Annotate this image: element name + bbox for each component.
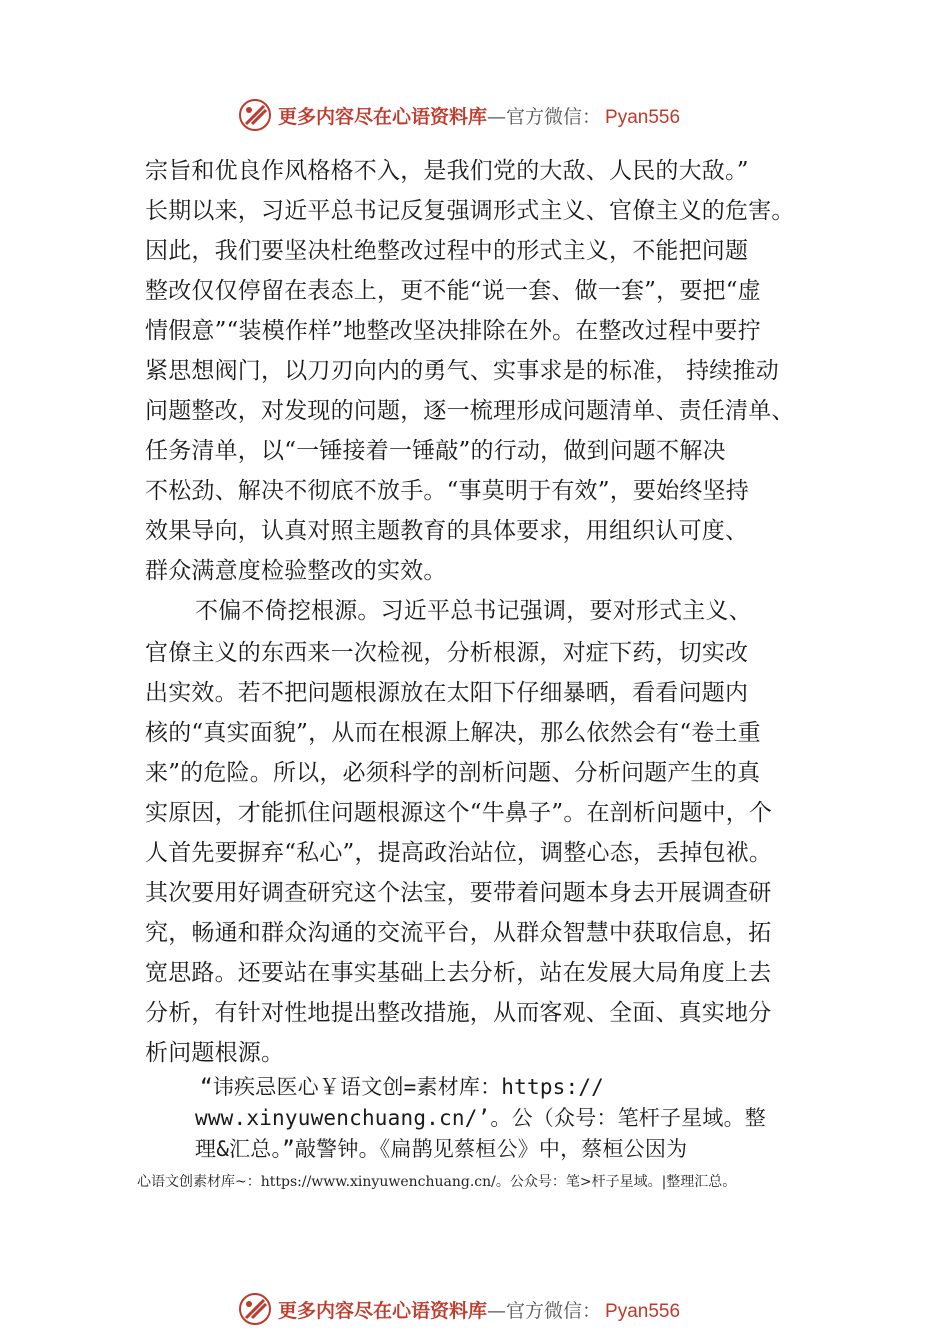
body-line: 群众满意度检验整改的实效。 bbox=[145, 558, 447, 584]
paragraph-start-line: 不偏不倚挖根源。习近平总书记强调，要对形式主义、 bbox=[195, 598, 752, 624]
body-line: 核的“真实面貌”，从而在根源上解决，那么依然会有“卷土重 bbox=[145, 720, 761, 746]
body-line: 实原因，才能抓住问题根源这个“牛鼻子”。在剖析问题中，个 bbox=[145, 800, 773, 826]
quote-line: 理&汇总。”敲警钟。《扁鹊见蔡桓公》中，蔡桓公因为 bbox=[195, 1137, 688, 1161]
body-line: 来”的危险。所以，必须科学的剖析问题、分析问题产生的真 bbox=[145, 760, 761, 786]
body-line: 出实效。若不把问题根源放在太阳下仔细暴晒，看看问题内 bbox=[145, 680, 749, 706]
banner-text bbox=[278, 102, 680, 129]
body-line: 究，畅通和群众沟通的交流平台，从群众智慧中获取信息，拓 bbox=[145, 920, 772, 946]
body-line: 不松劲、解决不彻底不放手。“事莫明于有效”，要始终坚持 bbox=[145, 478, 749, 504]
banner-label: —官方微信： bbox=[487, 1300, 602, 1322]
quote-line: www.xinyuwenchuang.cn/’。公（众号：笔杆子星域。整 bbox=[195, 1106, 766, 1130]
body-line: 析问题根源。 bbox=[145, 1040, 285, 1066]
body-line: 因此，我们要坚决杜绝整改过程中的形式主义，不能把问题 bbox=[145, 238, 749, 264]
body-line: 整改仅仅停留在表态上，更不能“说一套、做一套”，要把“虚 bbox=[145, 278, 761, 304]
body-line: 宗旨和优良作风格格不入，是我们党的大敌、人民的大敌。” bbox=[145, 158, 749, 184]
header-banner bbox=[0, 96, 950, 136]
body-line: 长期以来，习近平总书记反复强调形式主义、官僚主义的危害。 bbox=[145, 198, 795, 224]
body-line: 官僚主义的东西来一次检视，分析根源，对症下药，切实改 bbox=[145, 640, 749, 666]
banner-wechat-id: Pyan556 bbox=[605, 107, 681, 128]
footer-banner bbox=[0, 1290, 950, 1330]
logo-icon bbox=[238, 98, 274, 132]
quote-line: “讳疾忌医心￥语文创=素材库：https:// bbox=[200, 1075, 605, 1099]
body-line: 效果导向，认真对照主题教育的具体要求，用组织认可度、 bbox=[145, 518, 749, 544]
body-line: 任务清单，以“一锤接着一锤敲”的行动，做到问题不解决 bbox=[145, 438, 726, 464]
banner-wechat-id: Pyan556 bbox=[605, 1301, 681, 1322]
banner-brand: 更多内容尽在心语资料库 bbox=[278, 106, 488, 128]
body-line: 情假意”“装模作样”地整改坚决排除在外。在整改过程中要拧 bbox=[145, 318, 761, 344]
logo-icon bbox=[238, 1292, 274, 1326]
body-line: 宽思路。还要站在事实基础上去分析，站在发展大局角度上去 bbox=[145, 960, 772, 986]
body-line: 分析，有针对性地提出整改措施，从而客观、全面、真实地分 bbox=[145, 1000, 772, 1026]
body-line: 人首先要摒弃“私心”，提高政治站位，调整心态，丢掉包袱。 bbox=[145, 840, 773, 866]
banner-brand: 更多内容尽在心语资料库 bbox=[278, 1300, 488, 1322]
banner-label: —官方微信： bbox=[487, 106, 602, 128]
body-line: 问题整改，对发现的问题，逐一梳理形成问题清单、责任清单、 bbox=[145, 398, 795, 424]
body-line: 其次要用好调查研究这个法宝，要带着问题本身去开展调查研 bbox=[145, 880, 772, 906]
banner-text bbox=[278, 1296, 680, 1323]
footnote: 心语文创素材库~：https://www.xinyuwenchuang.cn/。公众号：笔>杆子星域。|整理汇总。 bbox=[137, 1174, 737, 1190]
body-line: 紧思想阀门，以刀刃向内的勇气、实事求是的标准， 持续推动 bbox=[145, 358, 779, 384]
